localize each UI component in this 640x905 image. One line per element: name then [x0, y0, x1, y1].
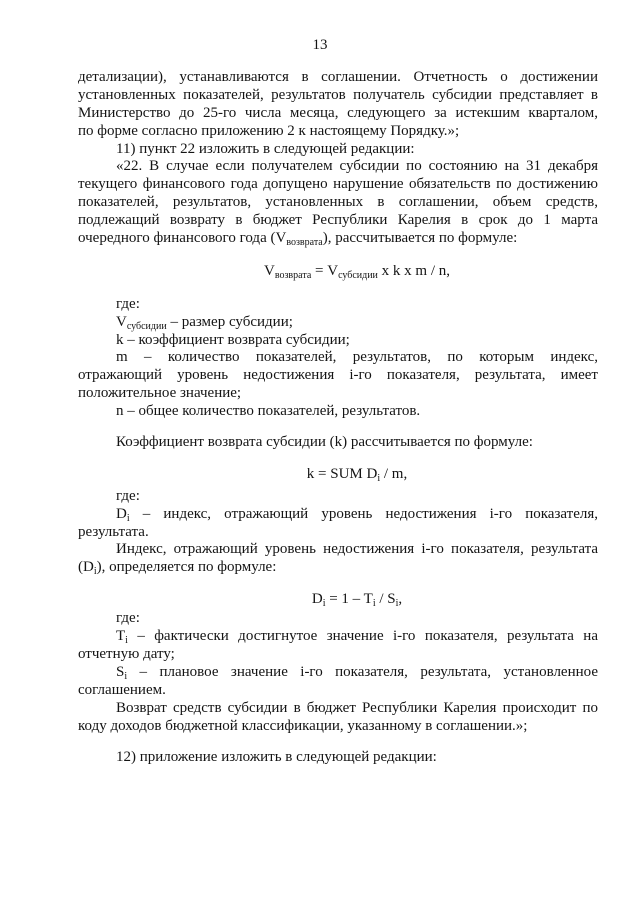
definition-d	[78, 506, 598, 542]
subscript: возврата	[286, 237, 323, 249]
formula-index-d	[78, 591, 598, 609]
text-segment: V	[116, 313, 127, 330]
formula-coefficient-k	[78, 466, 598, 484]
amendment-item-11: 11) пункт 22 изложить в следующей редакции:	[116, 140, 415, 157]
amendment-item-12: 12) приложение изложить в следующей редакции:	[116, 749, 437, 766]
text-line	[78, 664, 598, 682]
subscript: субсидии	[338, 269, 378, 281]
definition-k: k – коэффициент возврата субсидии;	[116, 331, 350, 348]
subscript: субсидии	[126, 320, 167, 332]
refund-paragraph	[78, 700, 598, 736]
formula-return-amount	[78, 263, 598, 281]
text-segment: x k x m / n,	[377, 262, 450, 279]
text-line: отчетную дату;	[78, 645, 175, 662]
text-segment: = 1 – T	[325, 591, 373, 608]
text-segment: D	[311, 591, 323, 608]
text-line: m – количество показателей, результатов, по которым индекс,	[116, 349, 598, 366]
clause-22-paragraph	[78, 158, 598, 247]
text-segment: очередного финансового года (V	[78, 230, 287, 247]
subscript: i	[124, 670, 128, 682]
continuation-paragraph	[78, 69, 598, 141]
subscript: i	[126, 512, 130, 524]
text-segment: = V	[311, 262, 339, 279]
text-line: по форме согласно приложению 2 к настоящему Порядку.»;	[78, 122, 460, 139]
text-line: результата.	[78, 523, 149, 540]
text-segment: – размер субсидии;	[166, 313, 293, 330]
page-number: 13	[312, 37, 328, 53]
definition-n: n – общее количество показателей, результатов.	[116, 403, 421, 420]
where-label: где:	[116, 610, 140, 627]
text-segment: / S	[375, 591, 396, 608]
text-segment: k = SUM D	[306, 465, 378, 482]
text-line: коду доходов бюджетной классификации, указанному в соглашении.»;	[78, 717, 528, 734]
text-segment: D	[116, 505, 127, 522]
text-line	[78, 230, 598, 248]
definition-v-subsidy	[78, 314, 598, 332]
text-line: подлежащий возврату в бюджет Республики Карелия в срок до 1 марта	[78, 212, 598, 229]
subscript: возврата	[274, 269, 312, 281]
index-intro-paragraph	[78, 541, 598, 577]
text-line: Индекс, отражающий уровень недостижения i-го показателя, результата	[116, 541, 598, 558]
text-segment: V	[263, 262, 275, 279]
coefficient-intro: Коэффициент возврата субсидии (k) рассчитывается по формуле:	[116, 434, 533, 451]
text-line: соглашением.	[78, 681, 166, 698]
text-line: детализации), устанавливаются в соглашении. Отчетность о достижении	[78, 69, 598, 85]
definition-m	[78, 349, 598, 403]
where-label: где:	[116, 295, 140, 312]
text-segment: – плановое значение i-го показателя, результата, установленное	[127, 663, 598, 680]
subscript: i	[322, 598, 326, 610]
subscript: i	[93, 566, 97, 578]
subscript: i	[395, 598, 399, 610]
text-line: Возврат средств субсидии в бюджет Республики Карелия происходит по	[116, 699, 598, 716]
text-segment: – индекс, отражающий уровень недостижения i-го показателя,	[129, 505, 598, 522]
text-line: отражающий уровень недостижения i-го показателя, результата, имеет	[78, 367, 598, 384]
text-line: «22. В случае если получателем субсидии по состоянию на 31 декабря	[116, 158, 598, 175]
document-body	[78, 69, 598, 767]
text-segment: – фактически достигнутое значение i-го показателя, результата на	[127, 628, 598, 645]
subscript: i	[377, 472, 381, 484]
text-segment: (D	[78, 559, 94, 576]
subscript: i	[372, 598, 376, 610]
text-line	[78, 559, 598, 577]
text-segment: S	[116, 663, 125, 680]
text-line	[78, 506, 598, 524]
text-line: текущего финансового года допущено нарушение обязательств по достижению	[78, 176, 598, 193]
text-segment: / m,	[380, 465, 408, 482]
text-line	[78, 628, 598, 646]
definitions-list	[78, 314, 598, 421]
text-segment: ,	[398, 591, 403, 608]
where-label: где:	[116, 487, 140, 504]
subscript: i	[125, 635, 128, 647]
text-line: показателей, результатов, установленных в соглашении, объем средств,	[78, 194, 598, 211]
text-segment: ), рассчитывается по формуле:	[322, 230, 518, 247]
definition-t	[78, 628, 598, 664]
text-line: установленных показателей, результатов получатель субсидии представляет в	[78, 86, 598, 103]
text-segment: ), определяется по формуле:	[96, 559, 277, 576]
text-line: Министерство до 25-го числа месяца, следующего за истекшим кварталом,	[78, 104, 598, 121]
text-line: положительное значение;	[78, 385, 242, 402]
definition-s	[78, 664, 598, 700]
text-segment: T	[116, 628, 126, 645]
